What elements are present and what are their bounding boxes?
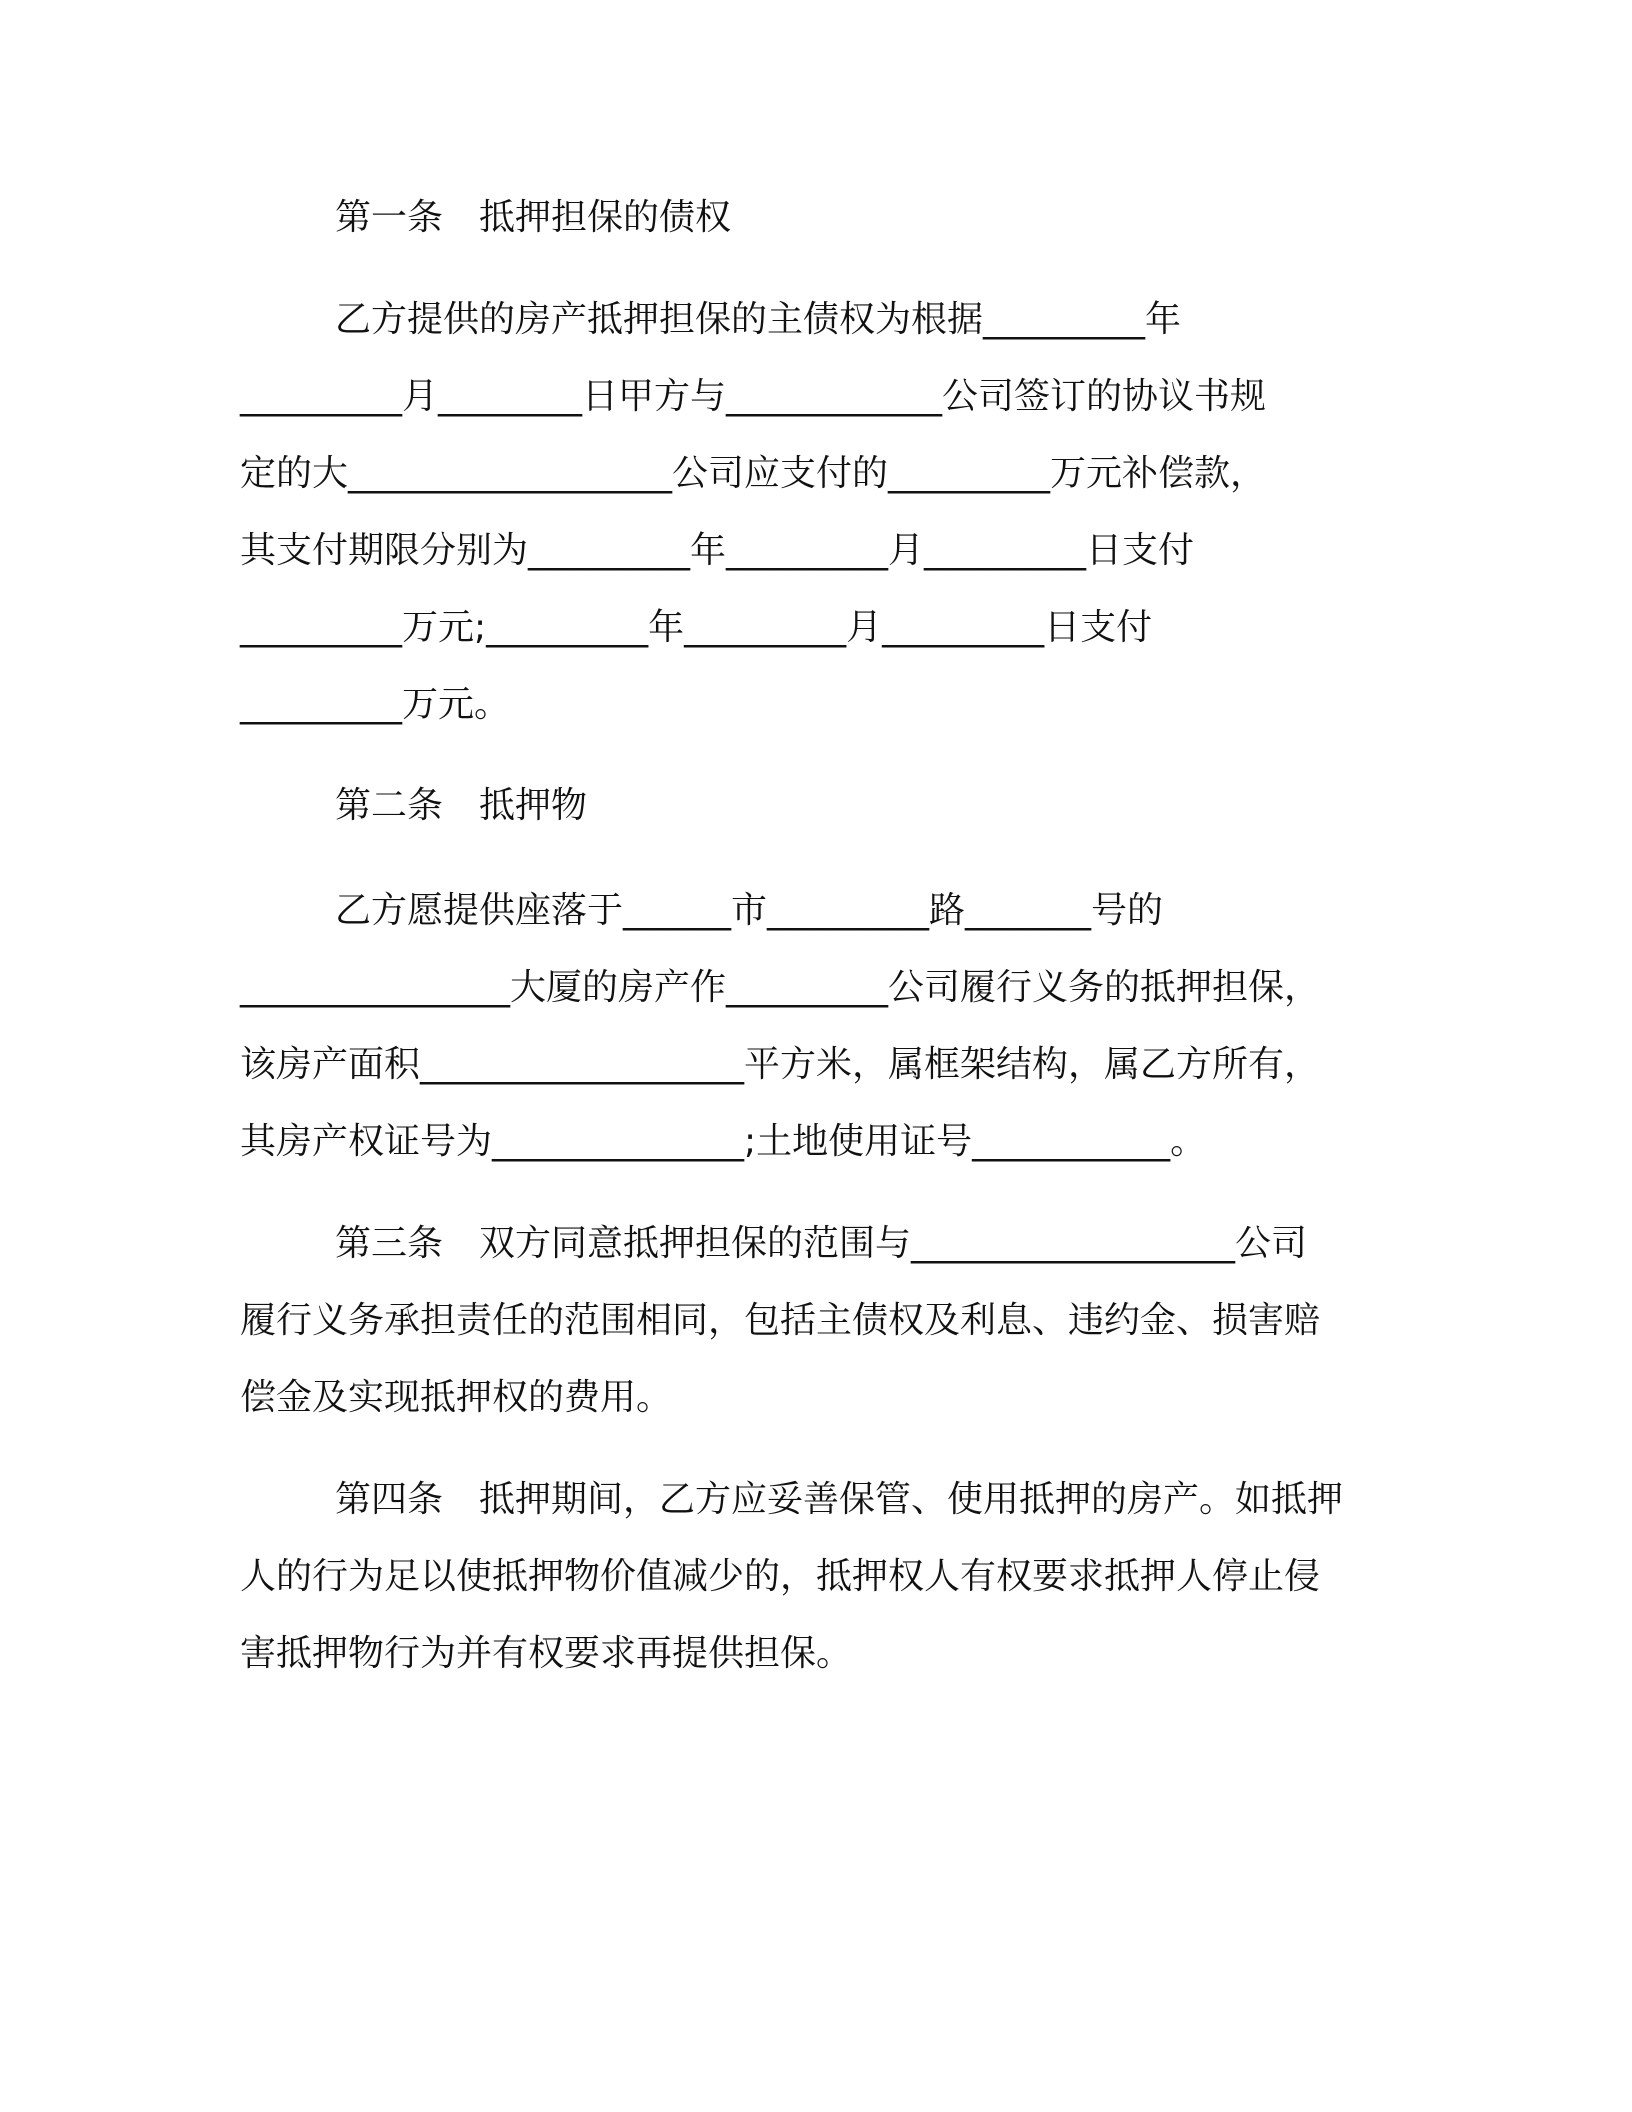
article-2-text-line-1: 乙方愿提供座落于______市_________路_______号的	[335, 890, 1164, 931]
article-3-text-line-2: 履行义务承担责任的范围相同，包括主债权及利息、违约金、损害赔	[240, 1300, 1321, 1341]
article-2-heading: 第二条 抵押物	[335, 785, 588, 826]
article-4-text-line-1: 第四条 抵押期间，乙方应妥善保管、使用抵押的房产。如抵押	[335, 1479, 1344, 1520]
article-1-text-line-4: 其支付期限分别为_________年_________月_________日支付	[240, 530, 1195, 571]
article-2-text-line-3: 该房产面积__________________平方米，属框架结构，属乙方所有，	[240, 1044, 1321, 1085]
article-1-text-line-1: 乙方提供的房产抵押担保的主债权为根据_________年	[335, 299, 1182, 340]
article-4-text-line-2: 人的行为足以使抵押物价值减少的，抵押权人有权要求抵押人停止侵	[240, 1556, 1321, 1597]
article-1-heading: 第一条 抵押担保的债权	[335, 197, 732, 238]
article-2-text-line-2: _______________大厦的房产作_________公司履行义务的抵押担保，	[240, 967, 1321, 1008]
article-1-text-line-3: 定的大__________________公司应支付的_________万元补偿款，	[240, 453, 1267, 494]
article-4-text-line-3: 害抵押物行为并有权要求再提供担保。	[240, 1633, 853, 1674]
article-2-text-line-4: 其房产权证号为______________;土地使用证号___________。	[240, 1121, 1207, 1162]
article-1-text-line-5: _________万元;_________年_________月_________日支付	[240, 607, 1153, 648]
article-3-text-line-3: 偿金及实现抵押权的费用。	[240, 1377, 673, 1418]
article-3-text-line-1: 第三条 双方同意抵押担保的范围与__________________公司	[335, 1223, 1308, 1264]
article-1-text-line-6: _________万元。	[240, 684, 511, 725]
article-1-text-line-2: _________月________日甲方与____________公司签订的协议书规	[240, 376, 1267, 417]
